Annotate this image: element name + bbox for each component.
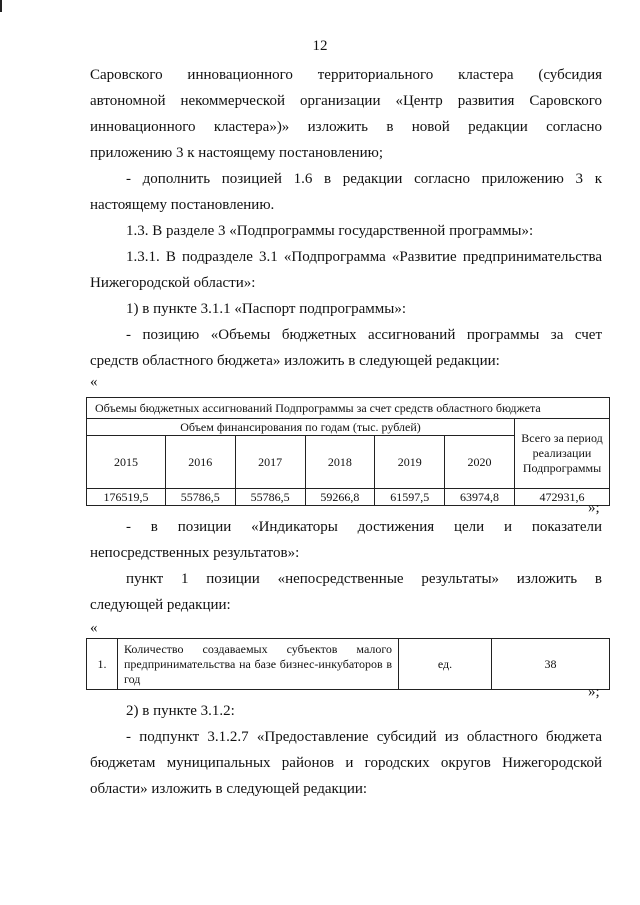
corner-mark [0, 0, 2, 12]
budget-table-title: Объемы бюджетных ассигнований Подпрограммы за счет средств областного бюджета [87, 398, 610, 419]
quote-open: « [90, 620, 98, 636]
budget-total-value: 472931,6 [515, 489, 610, 506]
paragraph-line: 1) в пункте 3.1.1 «Паспорт подпрограммы»: [126, 301, 407, 317]
indicator-table [86, 638, 610, 690]
budget-value: 55786,5 [235, 489, 305, 506]
paragraph-line: 1.3.1. В подразделе 3.1 «Подпрограмма «Развитие предпринимательства [126, 249, 602, 265]
paragraph-line: непосредственных результатов»: [90, 545, 300, 561]
year-header: 2020 [445, 436, 515, 489]
paragraph-line: автономной некоммерческой организации «Центр развития Саровского [90, 93, 602, 109]
paragraph-line: средств областного бюджета» изложить в следующей редакции: [90, 353, 500, 369]
budget-table [86, 397, 610, 506]
paragraph-line: - в позиции «Индикаторы достижения цели и показатели [126, 519, 602, 535]
paragraph-line: - подпункт 3.1.2.7 «Предоставление субсидий из областного бюджета [126, 729, 602, 745]
paragraph-line: приложению 3 к настоящему постановлению; [90, 145, 383, 161]
year-header: 2018 [305, 436, 375, 489]
paragraph-line: Нижегородской области»: [90, 275, 256, 291]
quote-close: »; [588, 684, 600, 700]
paragraph-line: инновационного кластера»)» изложить в новой редакции согласно [90, 119, 602, 135]
year-header: 2015 [87, 436, 166, 489]
paragraph-line: бюджетам муниципальных районов и городских округов Нижегородской [90, 755, 602, 771]
paragraph-line: - дополнить позицией 1.6 в редакции согласно приложению 3 к [126, 171, 602, 187]
indicator-description: Количество создаваемых субъектов малого предпринимательства на базе бизнес-инкубаторов в год [118, 639, 399, 690]
budget-value: 61597,5 [375, 489, 445, 506]
budget-total-header: Всего за период реализации Подпрограммы [515, 419, 610, 489]
year-header: 2016 [165, 436, 235, 489]
paragraph-line: Саровского инновационного территориального кластера (субсидия [90, 67, 602, 83]
paragraph-line: 1.3. В разделе 3 «Подпрограммы государственной программы»: [126, 223, 534, 239]
budget-value: 55786,5 [165, 489, 235, 506]
indicator-value: 38 [492, 639, 610, 690]
budget-table-subtitle: Объем финансирования по годам (тыс. рублей) [87, 419, 515, 436]
paragraph-line: области» изложить в следующей редакции: [90, 781, 368, 797]
budget-value: 176519,5 [87, 489, 166, 506]
paragraph-line: пункт 1 позиции «непосредственные результаты» изложить в [126, 571, 602, 587]
quote-open: « [90, 374, 98, 390]
indicator-unit: ед. [399, 639, 492, 690]
year-header: 2017 [235, 436, 305, 489]
paragraph-line: - позицию «Объемы бюджетных ассигнований программы за счет [126, 327, 602, 343]
quote-close: »; [588, 500, 600, 516]
budget-value: 59266,8 [305, 489, 375, 506]
indicator-number: 1. [87, 639, 118, 690]
year-header: 2019 [375, 436, 445, 489]
paragraph-line: настоящему постановлению. [90, 197, 275, 213]
budget-value: 63974,8 [445, 489, 515, 506]
page-number: 12 [312, 38, 328, 54]
paragraph-line: следующей редакции: [90, 597, 231, 613]
paragraph-line: 2) в пункте 3.1.2: [126, 703, 235, 719]
